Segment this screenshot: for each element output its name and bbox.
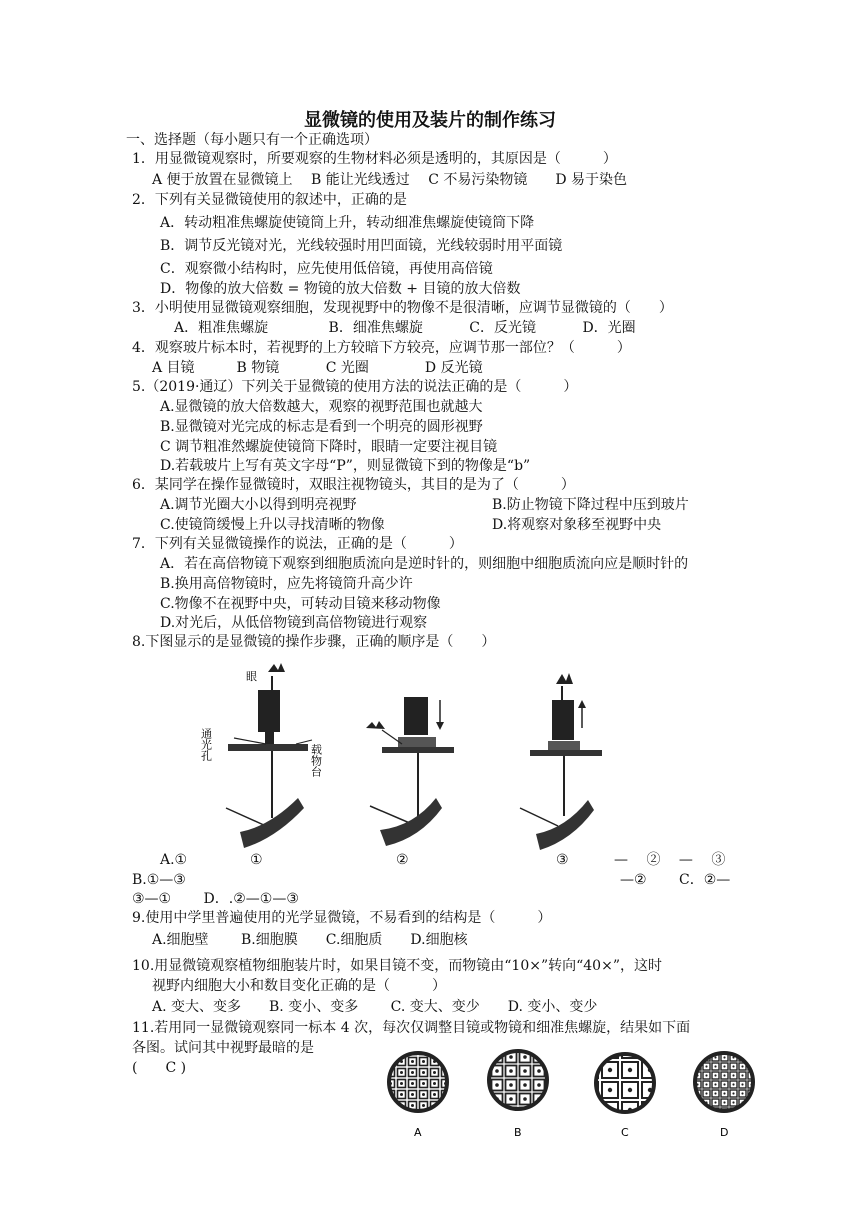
field-of-view-d [695, 1053, 753, 1111]
mirror-shape [536, 800, 594, 850]
figure-number-1: ① [250, 852, 263, 868]
microscope-step-2-diagram [366, 697, 454, 846]
q5-option-d: D.若载玻片上写有英文字母“P”，则显微镜下到的物像是“b” [160, 458, 531, 474]
q3-stem: 3．小明使用显微镜观察细胞，发现视野中的物像不是很清晰，应调节显微镜的（ ） [132, 300, 673, 316]
stage [228, 744, 308, 751]
q6-option-d: D.将观察对象移至视野中央 [492, 517, 662, 533]
q5-option-a: A.显微镜的放大倍数越大，观察的视野范围也就越大 [160, 399, 483, 415]
eye-icon [366, 721, 385, 729]
q2-stem: 2．下列有关显微镜使用的叙述中，正确的是 [132, 192, 407, 208]
q6-option-c: C.使镜筒缓慢上升以寻找清晰的物像 [160, 517, 385, 533]
q10-stem-line1: 10.用显微镜观察植物细胞装片时，如果目镜不变，而物镜由“10×”转向“40×”，这时 [132, 958, 662, 974]
q11-answer: ( C ) [132, 1060, 187, 1076]
q8-option-a-tail: — ② — ③ [614, 852, 726, 868]
q7-stem: 7．下列有关显微镜操作的说法，正确的是（ ） [132, 536, 463, 552]
q7-option-d: D.对光后，从低倍物镜到高倍物镜进行观察 [160, 615, 428, 631]
q4-stem: 4．观察玻片标本时，若视野的上方较暗下方较亮，应调节那一部位？（ ） [132, 340, 631, 356]
field-of-view-c [596, 1054, 654, 1112]
q11-stem-line2: 各图。试问其中视野最暗的是 [132, 1040, 314, 1056]
q7-option-c: C.物像不在视野中央，可转动目镜来移动物像 [160, 596, 441, 612]
mirror-shape [240, 798, 304, 848]
microscope-step-1-diagram [200, 663, 323, 848]
q1-stem: 1．用显微镜观察时，所要观察的生物材料必须是透明的，其原因是（ ） [132, 151, 617, 167]
stage-label: 载物台 [309, 744, 323, 777]
figure-number-3: ③ [556, 852, 569, 868]
q6-option-b: B.防止物镜下降过程中压到玻片 [492, 497, 689, 513]
eye-icon [556, 673, 573, 684]
q5-stem: 5.（2019·通辽）下列关于显微镜的使用方法的说法正确的是（ ） [132, 379, 578, 395]
q2-option-c: C．观察微小结构时，应先使用低倍镜，再使用高倍镜 [160, 261, 493, 277]
q6-stem: 6．某同学在操作显微镜时，双眼注视物镜头，其目的是为了（ ） [132, 477, 575, 493]
q4-options: A 目镜 B 物镜 C 光圈 D 反光镜 [152, 360, 483, 376]
eye-label: 眼 [246, 670, 257, 683]
q8-option-b: B.①—③ [132, 872, 186, 888]
q8-option-cd: ③—① D．.②—①—③ [132, 891, 299, 907]
q2-option-a: A．转动粗准焦螺旋使镜筒上升，转动细准焦螺旋使镜筒下降 [160, 215, 535, 231]
microscope-step-3-diagram [520, 673, 602, 850]
mirror-shape [380, 798, 442, 846]
q7-option-b: B.换用高倍物镜时，应先将镜筒升高少许 [160, 576, 413, 592]
q9-stem: 9.使用中学里普遍使用的光学显微镜，不易看到的结构是（ ） [132, 910, 552, 926]
q10-options: A. 变大、变多 B. 变小、变多 C. 变大、变少 D. 变小、变少 [152, 999, 598, 1015]
page-title: 显微镜的使用及装片的制作练习 [304, 110, 556, 131]
q7-option-a: A．若在高倍物镜下观察到细胞质流向是逆时针的，则细胞中细胞质流向应是顺时针的 [160, 556, 689, 572]
q8-option-b-tail: —② C．②— [620, 872, 731, 888]
field-of-view-a [389, 1053, 447, 1111]
q8-stem: 8.下图显示的是显微镜的操作步骤，正确的顺序是（ ） [132, 634, 496, 650]
field-label-c: C [621, 1126, 629, 1139]
q3-options: A．粗准焦螺旋 B．细准焦螺旋 C．反光镜 D．光圈 [160, 320, 636, 336]
figure-number-2: ② [396, 852, 409, 868]
q5-option-c: C 调节粗准然螺旋使镜筒下降时，眼睛一定要注视目镜 [160, 439, 498, 455]
q9-options: A.细胞壁 B.细胞膜 C.细胞质 D.细胞核 [152, 932, 468, 948]
q2-option-b: B．调节反光镜对光，光线较强时用凹面镜，光线较弱时用平面镜 [160, 238, 563, 254]
field-label-d: D [720, 1126, 729, 1139]
eyepiece-tube [258, 690, 280, 732]
field-label-b: B [514, 1126, 522, 1139]
hole-label: 通光孔 [199, 728, 213, 761]
field-label-a: A [414, 1126, 422, 1139]
q11-stem-line1: 11.若用同一显微镜观察同一标本 4 次，每次仅调整目镜或物镜和细准焦螺旋，结果如下面 [132, 1020, 691, 1036]
field-of-view-b [489, 1051, 547, 1109]
q8-option-a: A.① [160, 852, 188, 868]
eye-icon [268, 663, 285, 672]
q5-option-b: B.显微镜对光完成的标志是看到一个明亮的圆形视野 [160, 419, 483, 435]
q10-stem-line2: 视野内细胞大小和数目变化正确的是（ ） [152, 978, 446, 994]
q6-option-a: A.调节光圈大小以得到明亮视野 [160, 497, 357, 513]
section-heading: 一、选择题（每小题只有一个正确选项） [126, 132, 378, 148]
q2-option-d: D．物像的放大倍数 = 物镜的放大倍数 + 目镜的放大倍数 [160, 281, 521, 297]
q1-options: A 便于放置在显微镜上 B 能让光线透过 C 不易污染物镜 D 易于染色 [152, 172, 628, 188]
